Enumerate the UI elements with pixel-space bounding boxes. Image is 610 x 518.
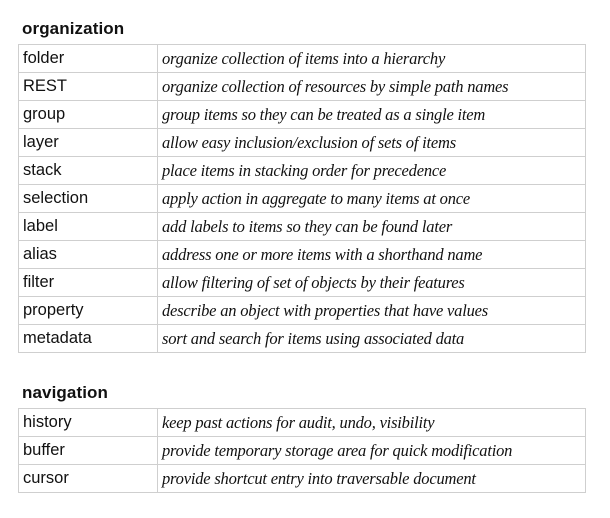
organization-section bbox=[18, 14, 586, 353]
table-row bbox=[19, 437, 586, 465]
description-cell: apply action in aggregate to many items at once bbox=[158, 185, 586, 213]
term-cell: selection bbox=[19, 185, 158, 213]
description-cell: group items so they can be treated as a single item bbox=[158, 101, 586, 129]
term-cell: metadata bbox=[19, 325, 158, 353]
term-cell: REST bbox=[19, 73, 158, 101]
term-cell: stack bbox=[19, 157, 158, 185]
term-cell: alias bbox=[19, 241, 158, 269]
description-cell: organize collection of items into a hierarchy bbox=[158, 45, 586, 73]
organization-table bbox=[18, 44, 586, 353]
term-cell: layer bbox=[19, 129, 158, 157]
table-row bbox=[19, 325, 586, 353]
description-cell: address one or more items with a shorthand name bbox=[158, 241, 586, 269]
table-row bbox=[19, 45, 586, 73]
description-cell: place items in stacking order for precedence bbox=[158, 157, 586, 185]
term-cell: filter bbox=[19, 269, 158, 297]
description-cell: keep past actions for audit, undo, visibility bbox=[158, 409, 586, 437]
term-cell: property bbox=[19, 297, 158, 325]
section-title-organization: organization bbox=[22, 19, 125, 38]
navigation-section bbox=[18, 378, 586, 493]
section-title-navigation: navigation bbox=[22, 383, 109, 402]
term-cell: group bbox=[19, 101, 158, 129]
description-cell: add labels to items so they can be found later bbox=[158, 213, 586, 241]
term-cell: folder bbox=[19, 45, 158, 73]
table-row bbox=[19, 241, 586, 269]
description-cell: allow easy inclusion/exclusion of sets of items bbox=[158, 129, 586, 157]
term-cell: buffer bbox=[19, 437, 158, 465]
term-cell: history bbox=[19, 409, 158, 437]
table-row bbox=[19, 409, 586, 437]
table-row bbox=[19, 157, 586, 185]
table-row bbox=[19, 213, 586, 241]
term-cell: cursor bbox=[19, 465, 158, 493]
term-cell: label bbox=[19, 213, 158, 241]
description-cell: provide shortcut entry into traversable document bbox=[158, 465, 586, 493]
table-row bbox=[19, 129, 586, 157]
table-row bbox=[19, 101, 586, 129]
navigation-table bbox=[18, 408, 586, 493]
table-row bbox=[19, 185, 586, 213]
table-row bbox=[19, 297, 586, 325]
description-cell: organize collection of resources by simple path names bbox=[158, 73, 586, 101]
description-cell: sort and search for items using associated data bbox=[158, 325, 586, 353]
table-row bbox=[19, 73, 586, 101]
table-row bbox=[19, 269, 586, 297]
description-cell: provide temporary storage area for quick modification bbox=[158, 437, 586, 465]
description-cell: describe an object with properties that have values bbox=[158, 297, 586, 325]
description-cell: allow filtering of set of objects by their features bbox=[158, 269, 586, 297]
table-row bbox=[19, 465, 586, 493]
